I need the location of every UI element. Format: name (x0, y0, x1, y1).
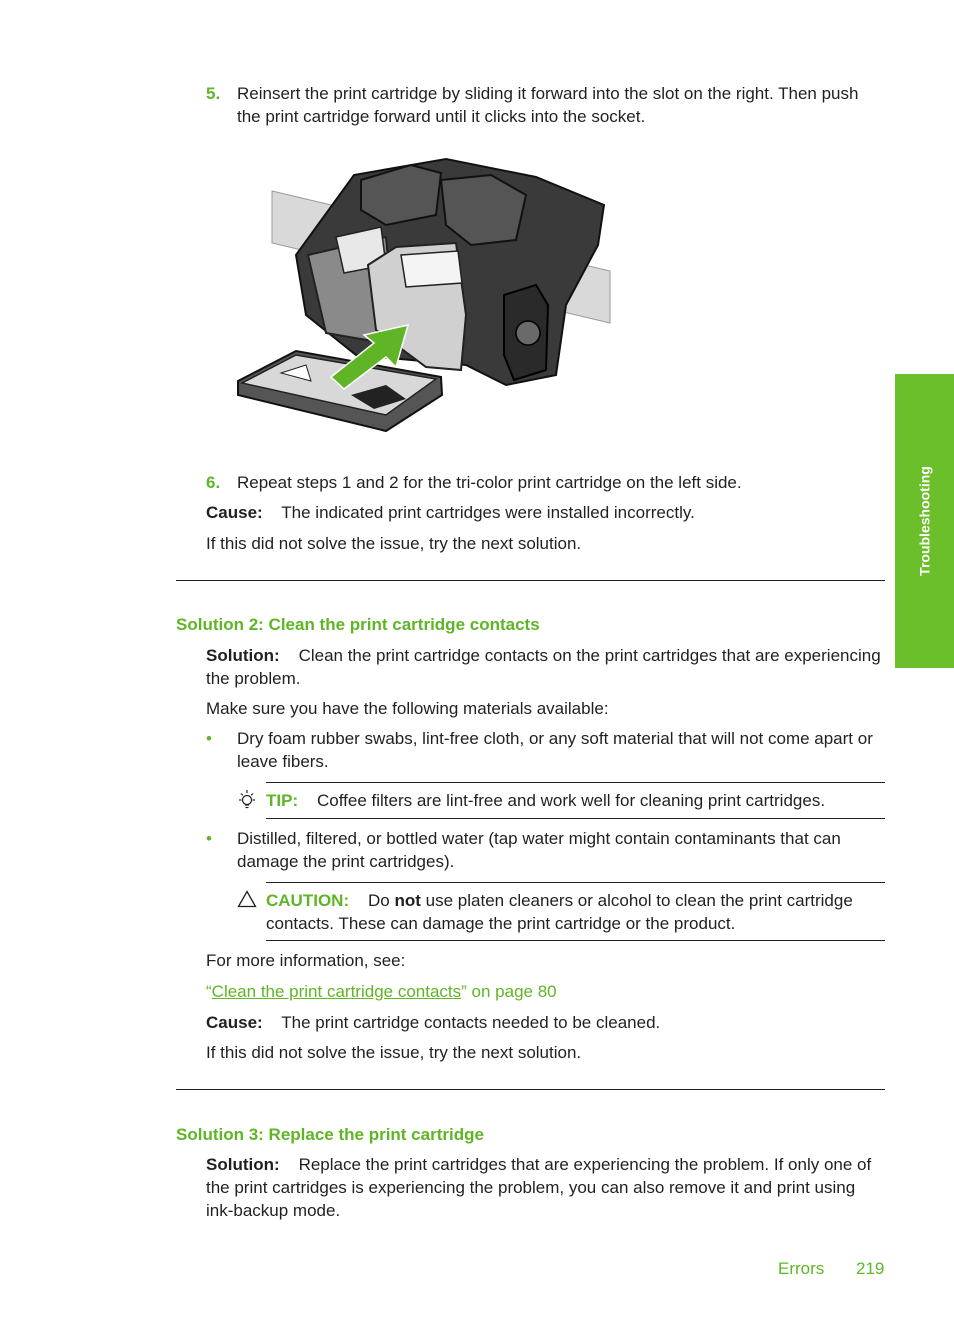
cause-1 (206, 501, 886, 524)
section-divider (176, 580, 885, 581)
cause-2 (206, 1011, 886, 1034)
bullet-item-1 (206, 727, 886, 773)
tip-label: TIP: (266, 791, 299, 810)
caution-post: use platen cleaners or alcohol to clean the print cartridge contacts. These can damage the print cartridge or the product. (266, 891, 853, 933)
bullet-text: Dry foam rubber swabs, lint-free cloth, or any soft material that will not come apart or leave fibers. (237, 729, 873, 771)
bullet-text: Distilled, filtered, or bottled water (tap water might contain contaminants that can damage the print cartridges). (237, 829, 841, 871)
caution-rule-bottom (266, 940, 885, 941)
solution-text: Replace the print cartridges that are experiencing the problem. If only one of the print cartridges is experiencing the problem, you can also remove it and print using ink-backup mode. (206, 1155, 872, 1220)
solution-3-body (206, 1153, 886, 1222)
bullet-glyph: • (206, 729, 212, 748)
bullet-item-2 (206, 827, 886, 873)
cause-label: Cause: (206, 503, 263, 522)
solution-2-body (206, 644, 886, 690)
next-solution-2: If this did not solve the issue, try the next solution. (206, 1043, 582, 1062)
lightbulb-icon (237, 788, 257, 812)
cause-text: The print cartridge contacts needed to be cleaned. (281, 1013, 661, 1032)
step-text: Reinsert the print cartridge by sliding it forward into the slot on the right. Then push the print cartridge forward until it clicks into the socket. (237, 84, 859, 126)
cause-text: The indicated print cartridges were installed incorrectly. (281, 503, 695, 522)
caution-note (266, 889, 886, 935)
troubleshooting-tab (895, 374, 954, 668)
caution-pre: Do (368, 891, 390, 910)
tip-text: Coffee filters are lint-free and work well for cleaning print cartridges. (317, 791, 826, 810)
cross-reference (206, 980, 557, 1003)
bullet-glyph: • (206, 829, 212, 848)
link-open-quote: “ (206, 982, 212, 1001)
step-5 (206, 82, 886, 128)
cause-label: Cause: (206, 1013, 263, 1032)
solution-label: Solution: (206, 646, 280, 665)
tip-note (266, 789, 886, 812)
tab-label: Troubleshooting (916, 466, 932, 576)
step-text: Repeat steps 1 and 2 for the tri-color print cartridge on the left side. (237, 473, 742, 492)
caution-label: CAUTION: (266, 891, 350, 910)
solution-2-heading: Solution 2: Clean the print cartridge contacts (176, 615, 540, 634)
cartridge-insert-illustration (236, 155, 612, 435)
solution-3-heading: Solution 3: Replace the print cartridge (176, 1125, 484, 1144)
solution-label: Solution: (206, 1155, 280, 1174)
materials-intro: Make sure you have the following materials available: (206, 699, 609, 718)
tip-rule-top (266, 782, 885, 783)
next-solution-1: If this did not solve the issue, try the next solution. (206, 534, 582, 553)
link-page-ref: ” on page 80 (461, 982, 557, 1001)
clean-contacts-link[interactable]: Clean the print cartridge contacts (211, 982, 462, 1001)
footer-section: Errors (778, 1259, 825, 1278)
step-6 (206, 471, 886, 494)
step-number: 5. (206, 84, 221, 103)
page-number: 219 (856, 1259, 885, 1278)
solution-text: Clean the print cartridge contacts on the print cartridges that are experiencing the problem. (206, 646, 881, 688)
caution-rule-top (266, 882, 885, 883)
more-info: For more information, see: (206, 951, 406, 970)
step-number: 6. (206, 473, 221, 492)
warning-triangle-icon (237, 890, 257, 908)
caution-bold: not (394, 891, 421, 910)
tip-rule-bottom (266, 818, 885, 819)
section-divider (176, 1089, 885, 1090)
